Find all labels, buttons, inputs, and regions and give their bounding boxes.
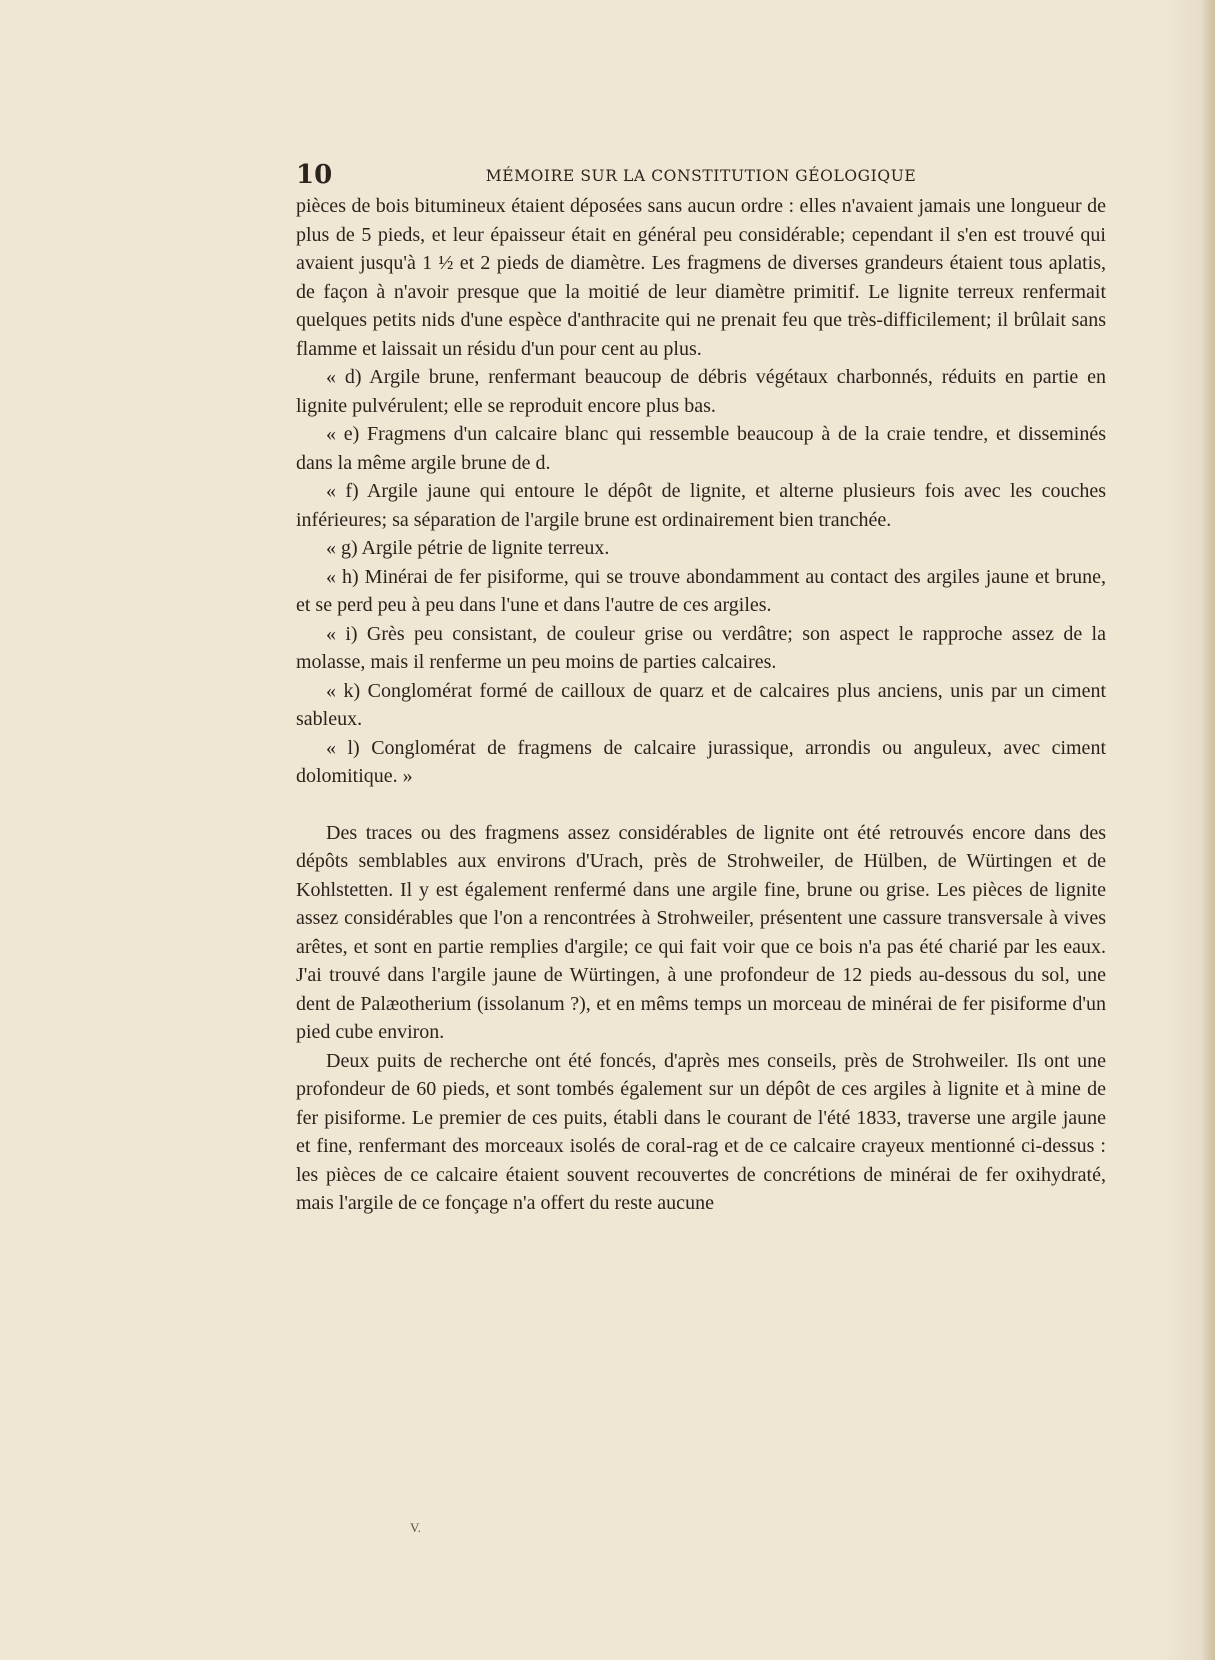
signature-mark: V. xyxy=(410,1520,421,1535)
page-number: 10 xyxy=(296,160,333,190)
paragraph: Des traces ou des fragmens assez considérables de lignite ont été retrouvés encore dans des dépôts semblables aux environs d'Urach, près de Strohweiler, de Hülben, de Würtingen et de Kohlstetten. Il y est également renfermé dans une argile fine, brune ou grise. Les pièces de lignite assez considérables que l'on a rencontrées à Strohweiler, présentent une cassure transversale à vives arêtes, et sont en partie remplies d'argile; ce qui fait voir que ce bois n'a pas été charié par les eaux. J'ai trouvé dans l'argile jaune de Würtingen, à une profondeur de 12 pieds au-dessous du sol, une dent de Palæotherium (issolanum ?), et en mêms temps un morceau de minérai de fer pisiforme d'un pied cube environ. xyxy=(296,821,1106,1043)
paragraph: « g) Argile pétrie de lignite terreux. xyxy=(326,537,610,559)
paragraph: Deux puits de recherche ont été foncés, d'après mes conseils, près de Strohweiler. Ils ont une profondeur de 60 pieds, et sont tombés également sur un dépôt de ces argiles à lignite et à mine de fer pisiforme. Le premier de ces puits, établi dans le courant de l'été 1833, traverse une argile jaune et fine, renfermant des morceaux isolés de coral-rag et de ce calcaire crayeux mentionné ci-dessus : les pièces de ce calcaire étaient souvent recouvertes de concrétions de minérai de fer oxihydraté, mais l'argile de ce fonçage n'a offert du reste aucune xyxy=(296,1049,1106,1214)
body-text xyxy=(296,192,1106,1218)
page-edge xyxy=(1203,0,1215,1660)
page-header xyxy=(296,160,1106,190)
paragraph: « h) Minérai de fer pisiforme, qui se trouve abondamment au contact des argiles jaune et brune, et se perd peu à peu dans l'une et dans l'autre de ces argiles. xyxy=(296,565,1106,616)
paragraph: pièces de bois bitumineux étaient déposées sans aucun ordre : elles n'avaient jamais une longueur de plus de 5 pieds, et leur épaisseur était en général peu considérable; cependant il s'en est trouvé qui avaient jusqu'à 1 ½ et 2 pieds de diamètre. Les fragmens de diverses grandeurs étaient tous aplatis, de façon à n'avoir presque que la moitié de leur diamètre primitif. Le lignite terreux renfermait quelques petits nids d'une espèce d'anthracite qui ne prenait feu que très-difficilement; il brûlait sans flamme et laissait un résidu d'un pour cent au plus. xyxy=(296,195,1106,360)
running-title: MÉMOIRE SUR LA CONSTITUTION GÉOLOGIQUE xyxy=(485,167,917,185)
paragraph: « l) Conglomérat de fragmens de calcaire jurassique, arrondis ou anguleux, avec ciment dolomitique. » xyxy=(296,736,1106,787)
paragraph: « k) Conglomérat formé de cailloux de quarz et de calcaires plus anciens, unis par un ciment sableux. xyxy=(296,679,1106,730)
paragraph: « d) Argile brune, renfermant beaucoup de débris végétaux charbonnés, réduits en partie en lignite pulvérulent; elle se reproduit encore plus bas. xyxy=(296,366,1106,417)
paragraph: « i) Grès peu consistant, de couleur grise ou verdâtre; son aspect le rapproche assez de la molasse, mais il renferme un peu moins de parties calcaires. xyxy=(296,622,1106,673)
paragraph: « f) Argile jaune qui entoure le dépôt de lignite, et alterne plusieurs fois avec les couches inférieures; sa séparation de l'argile brune est ordinairement bien tranchée. xyxy=(296,480,1106,531)
paragraph: « e) Fragmens d'un calcaire blanc qui ressemble beaucoup à de la craie tendre, et disseminés dans la même argile brune de d. xyxy=(296,423,1106,474)
page-shadow xyxy=(1163,0,1203,1660)
